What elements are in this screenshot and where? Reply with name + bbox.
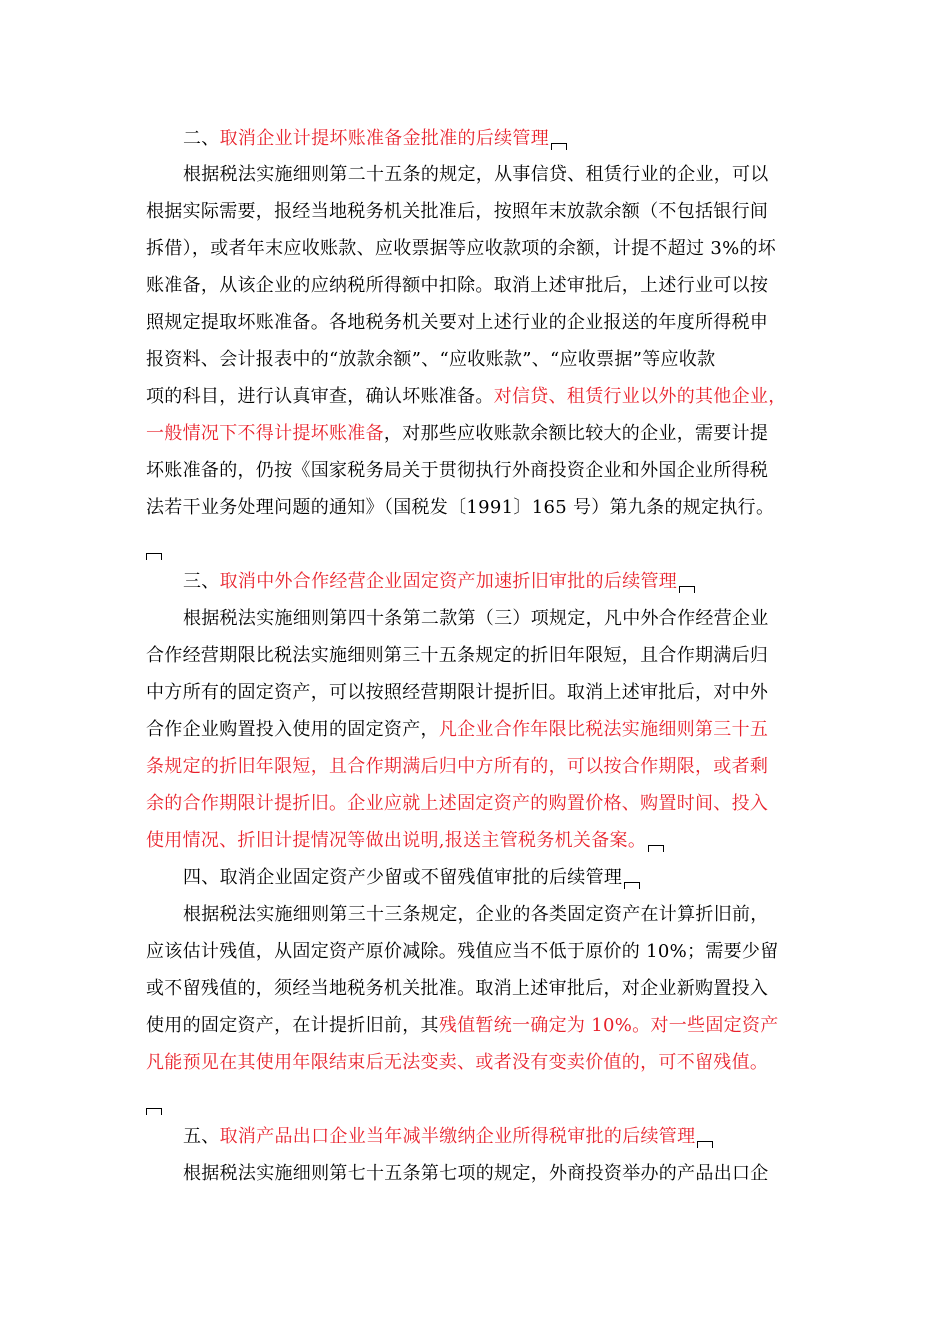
text-line: 余的合作期限计提折旧。企业应就上述固定资产的购置价格、购置时间、投入: [146, 793, 769, 814]
text-black: ，对那些应收账款余额比较大的企业，需要计提: [383, 423, 769, 444]
text-line: 根据税法实施细则第三十三条规定，企业的各类固定资产在计算折旧前，: [183, 904, 769, 925]
paragraph-mark-icon: [679, 586, 695, 593]
paragraph-mark-icon: [697, 1141, 713, 1148]
text-highlight-red: 对信贷、租赁行业以外的其他企业，: [493, 386, 787, 407]
text-line: 或不留残值的，须经当地税务机关批准。取消上述审批后，对企业新购置投入: [146, 978, 769, 999]
heading-prefix: 三、: [183, 571, 220, 592]
text-line: 凡能预见在其使用年限结束后无法变卖、或者没有变卖价值的，可不留残值。: [146, 1052, 769, 1073]
text-line: [146, 1014, 816, 1038]
paragraph-mark-icon: [624, 882, 640, 889]
section-4-heading: [183, 866, 853, 890]
paragraph-mark-icon: [146, 1108, 162, 1115]
text-line: 根据税法实施细则第四十条第二款第（三）项规定，凡中外合作经营企业: [183, 608, 769, 629]
text-line: 拆借），或者年末应收账款、应收票据等应收款项的余额，计提不超过 3%的坏: [146, 238, 777, 259]
text-line: 报资料、会计报表中的“放款余额”、“应收账款”、“应收票据”等应收款: [146, 349, 716, 370]
heading-text: 取消中外合作经营企业固定资产加速折旧审批的后续管理: [219, 571, 678, 592]
paragraph-mark-line: [146, 1092, 816, 1116]
paragraph-mark-icon: [648, 845, 664, 852]
text-line: [146, 829, 816, 853]
text-line: 合作经营期限比税法实施细则第三十五条规定的折旧年限短，且合作期满后归: [146, 645, 769, 666]
text-highlight-red: 使用情况、折旧计提情况等做出说明,报送主管税务机关备案。: [146, 830, 647, 851]
text-black: 使用的固定资产，在计提折旧前，其: [146, 1015, 439, 1036]
text-highlight-red: 一般情况下不得计提坏账准备: [146, 423, 384, 444]
heading-text: 四、取消企业固定资产少留或不留残值审批的后续管理: [183, 867, 623, 888]
text-line: [146, 422, 816, 446]
section-5-heading: [183, 1125, 853, 1149]
text-black: 合作企业购置投入使用的固定资产，: [146, 719, 439, 740]
heading-prefix: 二、: [183, 128, 220, 149]
text-line: 照规定提取坏账准备。各地税务机关要对上述行业的企业报送的年度所得税申: [146, 312, 769, 333]
section-3-heading: [183, 570, 853, 594]
paragraph-mark-icon: [146, 553, 162, 560]
text-highlight-red: 残值暂统一确定为 10%。对一些固定资产: [438, 1015, 779, 1036]
text-black: 项的科目，进行认真审查，确认坏账准备。: [146, 386, 494, 407]
heading-text: 取消企业计提坏账准备金批准的后续管理: [219, 128, 550, 149]
text-line: 中方所有的固定资产，可以按照经营期限计提折旧。取消上述审批后，对中外: [146, 682, 769, 703]
text-line: 法若干业务处理问题的通知》（国税发〔1991〕165 号）第九条的规定执行。: [146, 497, 775, 518]
text-line: 坏账准备的，仍按《国家税务局关于贯彻执行外商投资企业和外国企业所得税: [146, 460, 769, 481]
section-2-heading: [183, 127, 853, 151]
text-line: 账准备，从该企业的应纳税所得额中扣除。取消上述审批后，上述行业可以按: [146, 275, 769, 296]
text-line: 根据实际需要，报经当地税务机关批准后，按照年末放款余额（不包括银行间: [146, 201, 769, 222]
text-highlight-red: 凡企业合作年限比税法实施细则第三十五: [438, 719, 769, 740]
text-line: 应该估计残值，从固定资产原价减除。残值应当不低于原价的 10%；需要少留: [146, 941, 779, 962]
text-line: [146, 718, 816, 742]
heading-prefix: 五、: [183, 1126, 220, 1147]
heading-text: 取消产品出口企业当年减半缴纳企业所得税审批的后续管理: [219, 1126, 696, 1147]
text-line: 根据税法实施细则第七十五条第七项的规定，外商投资举办的产品出口企: [183, 1163, 769, 1184]
text-line: 根据税法实施细则第二十五条的规定，从事信贷、租赁行业的企业，可以: [183, 164, 769, 185]
text-line: [146, 385, 816, 409]
text-line: 条规定的折旧年限短，且合作期满后归中方所有的，可以按合作期限，或者剩: [146, 756, 769, 777]
paragraph-mark-icon: [551, 143, 567, 150]
paragraph-mark-line: [146, 537, 816, 561]
